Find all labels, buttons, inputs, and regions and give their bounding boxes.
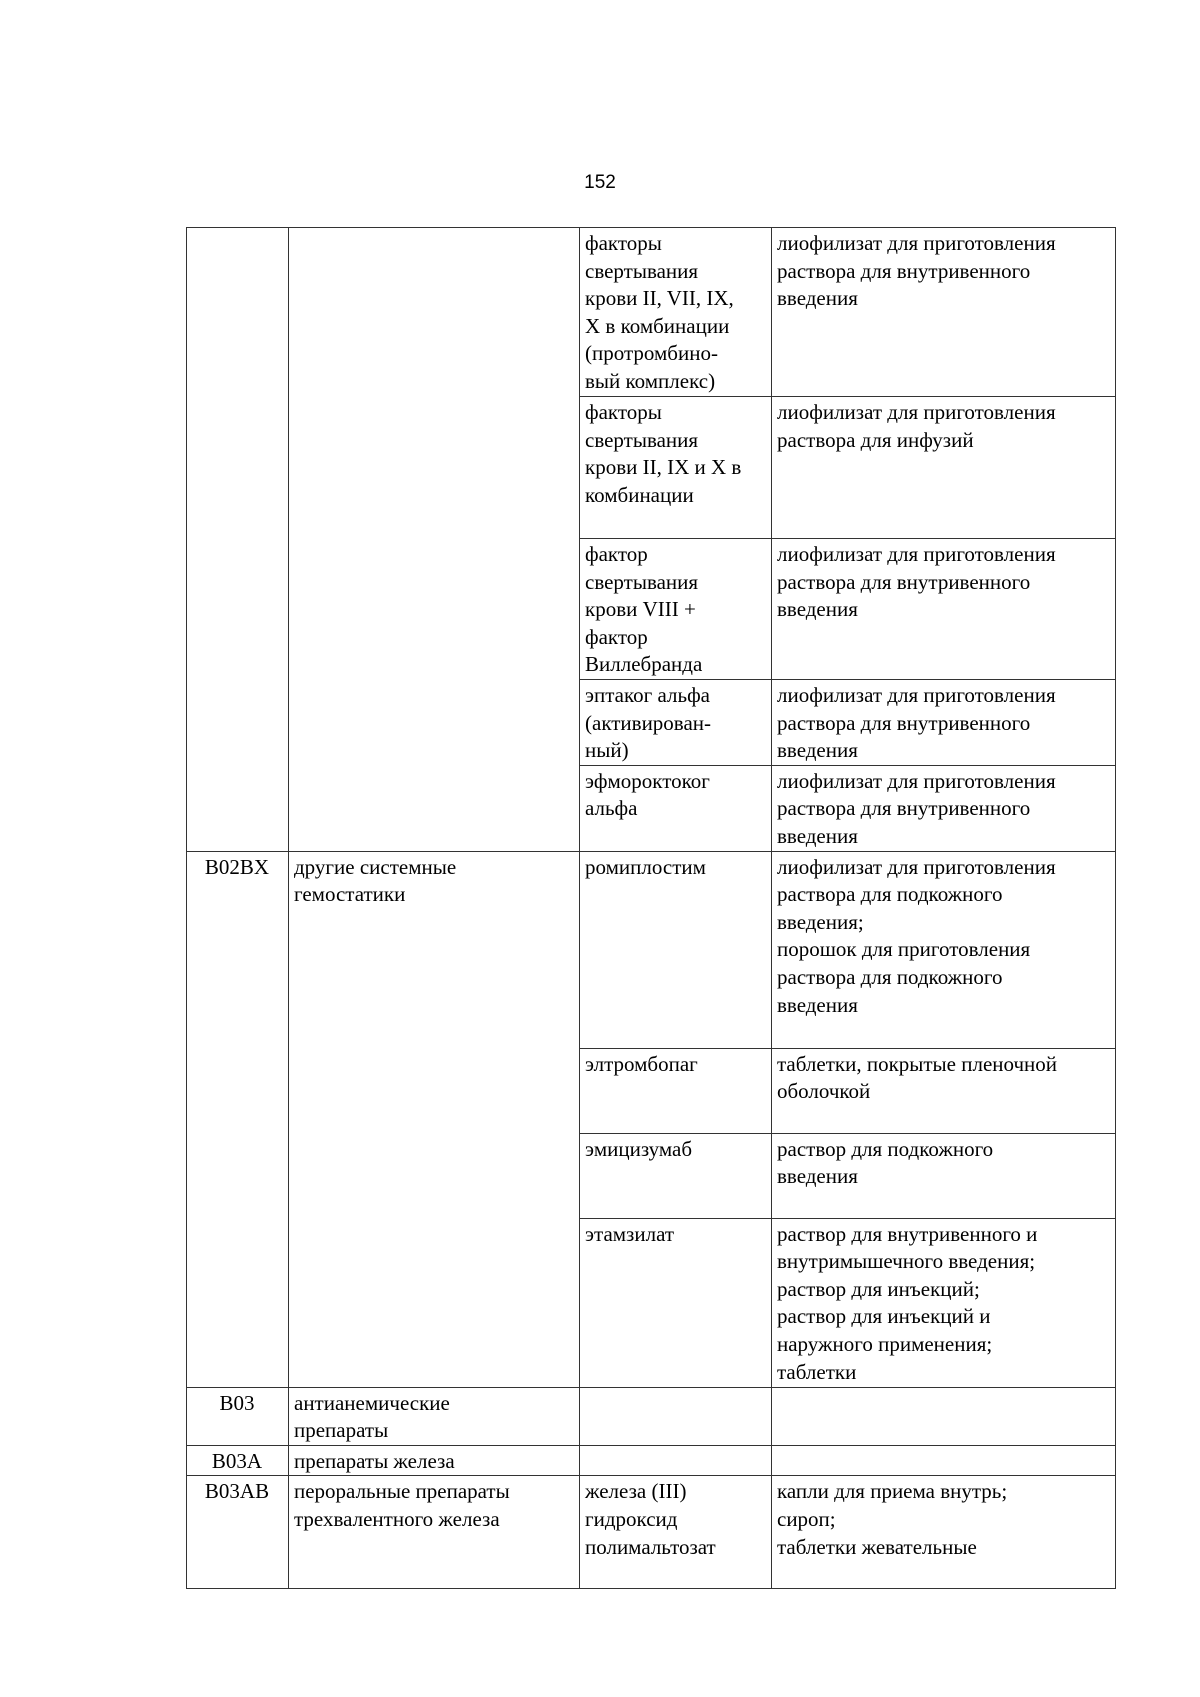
table-row [187, 1476, 1116, 1589]
cell-line: (активирован- [585, 710, 711, 735]
cell-line: таблетки жевательные [777, 1534, 977, 1559]
cell-line: другие системные [294, 854, 457, 879]
atc-code-cell: B03A [187, 1445, 289, 1476]
cell-line: свертывания [585, 569, 699, 594]
drug-cell [580, 1048, 772, 1133]
cell-line: полимальтозат [585, 1534, 716, 1559]
cell-line: препараты железа [294, 1448, 455, 1473]
cell-line: раствор для инъекций и [777, 1304, 991, 1329]
cell-line: лиофилизат для приготовления [777, 231, 1056, 255]
form-cell [772, 1218, 1116, 1387]
form-cell [772, 1133, 1116, 1218]
cell-line: вый комплекс) [585, 368, 716, 393]
cell-line: эмицизумаб [585, 1136, 693, 1161]
cell-line: раствор для подкожного [777, 1136, 994, 1161]
table-row [187, 851, 1116, 1048]
cell-line: элтромбопаг [585, 1051, 698, 1076]
drug-cell [580, 1445, 772, 1476]
drug-cell [580, 228, 772, 397]
cell-line: лиофилизат для приготовления [777, 542, 1056, 566]
drug-cell [580, 1387, 772, 1445]
cell-line: крови VIII + [585, 597, 696, 622]
drug-cell [580, 539, 772, 680]
cell-line: капли для приема внутрь; [777, 1479, 1008, 1504]
cell-line: альфа [585, 796, 638, 821]
cell-line: гемостатики [294, 882, 406, 907]
cell-line: эфмороктоког [585, 768, 710, 793]
cell-line: (протромбино- [585, 341, 718, 366]
cell-line: трехвалентного железа [294, 1506, 500, 1531]
cell-line: антианемические [294, 1390, 450, 1415]
cell-line: X в комбинации [585, 313, 730, 338]
cell-line: раствора для подкожного [777, 882, 1003, 907]
cell-line: введения [777, 597, 858, 622]
cell-line: лиофилизат для приготовления [777, 768, 1056, 793]
drug-table [186, 227, 1116, 1589]
cell-line: введения [777, 823, 858, 848]
atc-code-cell: B02BX [187, 851, 289, 1387]
cell-line: ный) [585, 738, 629, 763]
form-cell [772, 765, 1116, 851]
cell-line: железа (III) [585, 1479, 687, 1504]
group-cell [289, 1476, 580, 1589]
cell-line: внутримышечного введения; [777, 1249, 1036, 1274]
form-cell [772, 397, 1116, 539]
cell-line: эптаког альфа [585, 683, 710, 707]
cell-line: введения [777, 992, 858, 1017]
cell-line: ромиплостим [585, 854, 706, 879]
cell-line: лиофилизат для приготовления [777, 683, 1056, 707]
cell-line: раствора для инфузий [777, 427, 974, 452]
cell-line: крови II, VII, IX, [585, 286, 734, 311]
form-cell [772, 1387, 1116, 1445]
form-cell [772, 1445, 1116, 1476]
cell-line: свертывания [585, 258, 699, 283]
cell-line: раствор для внутривенного и [777, 1221, 1038, 1246]
drug-cell [580, 1218, 772, 1387]
drug-cell [580, 1133, 772, 1218]
drug-cell [580, 851, 772, 1048]
cell-line: лиофилизат для приготовления [777, 400, 1056, 424]
cell-line: раствора для внутривенного [777, 569, 1031, 594]
cell-line: сироп; [777, 1506, 836, 1531]
cell-line: комбинации [585, 482, 694, 507]
cell-line: раствор для инъекций; [777, 1276, 980, 1301]
form-cell [772, 680, 1116, 766]
drug-cell [580, 397, 772, 539]
group-cell [289, 1387, 580, 1445]
cell-line: крови II, IX и X в [585, 455, 742, 480]
cell-line: свертывания [585, 427, 699, 452]
table-row [187, 1445, 1116, 1476]
form-cell [772, 1476, 1116, 1589]
cell-line: раствора для внутривенного [777, 258, 1031, 283]
cell-line: введения [777, 286, 858, 311]
cell-line: введения [777, 738, 858, 763]
group-cell [289, 851, 580, 1387]
group-cell [289, 228, 580, 852]
cell-line: введения [777, 1164, 858, 1189]
cell-line: препараты [294, 1418, 389, 1443]
cell-line: введения; [777, 909, 864, 934]
atc-code-cell [187, 228, 289, 852]
table-row [187, 228, 1116, 397]
cell-line: раствора для подкожного [777, 964, 1003, 989]
cell-line: таблетки, покрытые пленочной [777, 1051, 1058, 1076]
atc-code-cell: B03 [187, 1387, 289, 1445]
cell-line: лиофилизат для приготовления [777, 854, 1056, 879]
cell-line: этамзилат [585, 1221, 675, 1246]
drug-cell [580, 680, 772, 766]
drug-cell [580, 1476, 772, 1589]
cell-line: Виллебранда [585, 652, 703, 677]
page-number: 152 [584, 172, 616, 193]
cell-line: факторы [585, 400, 662, 424]
cell-line: оболочкой [777, 1079, 871, 1104]
cell-line: раствора для внутривенного [777, 710, 1031, 735]
cell-line: раствора для внутривенного [777, 796, 1031, 821]
table-row [187, 1387, 1116, 1445]
form-cell [772, 539, 1116, 680]
cell-line: гидроксид [585, 1506, 678, 1531]
cell-line: наружного применения; [777, 1331, 993, 1356]
group-cell [289, 1445, 580, 1476]
form-cell [772, 228, 1116, 397]
cell-line: пероральные препараты [294, 1479, 510, 1504]
form-cell [772, 851, 1116, 1048]
form-cell [772, 1048, 1116, 1133]
cell-line: фактор [585, 624, 648, 649]
atc-code-cell: B03AB [187, 1476, 289, 1589]
drug-cell [580, 765, 772, 851]
cell-line: факторы [585, 231, 662, 255]
cell-line: фактор [585, 542, 648, 566]
cell-line: порошок для приготовления [777, 937, 1031, 962]
cell-line: таблетки [777, 1359, 857, 1384]
